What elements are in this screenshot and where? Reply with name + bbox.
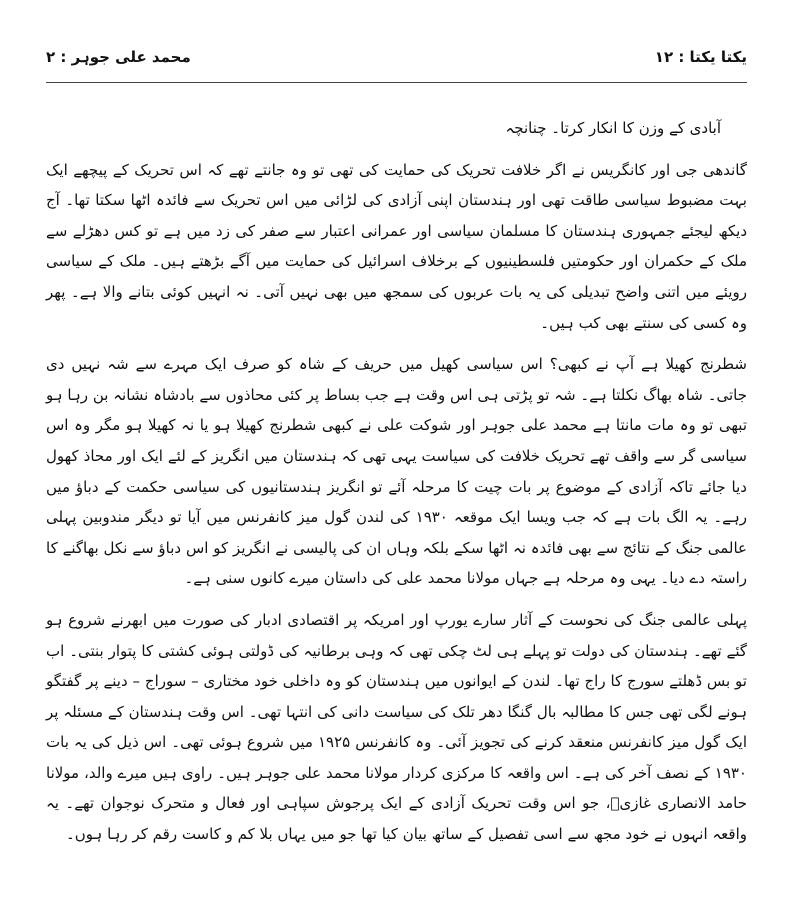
header-running-title: محمد علی جوہر : ۲ [46,48,191,66]
header-page-title: یکتا یکتا : ۱۲ [654,48,747,66]
paragraph-2: گاندھی جی اور کانگریس نے اگر خلافت تحریک کی حمایت کی تھی تو وہ جانتے تھے کہ اس تحریک کے پیچھے ایک بہت مضبوط سیاسی طاقت تھی اور ہندستان اپنی آزادی کی لڑائی میں اس تحریک سے فائدہ اٹھا سکتا تھا۔ آج دیکھ لیجئے جمہوری ہندستان کا مسلمان سیاسی اور عمرانی اعتبار سے صفر کی زد میں ہے تو کس دھڑلے سے ملک کے حکمران اور حکومتیں فلسطینیوں کے برخلاف اسرائیل کی حمایت میں آگے بڑھتے ہیں۔ ملک کے سیاسی رویئے میں اتنی واضح تبدیلی کی یہ بات عربوں کی سمجھ میں بھی نہیں آتی۔ نہ انہیں کوئی بتانے والا ہے۔ پھر وہ کسی کی سنتے بھی کب ہیں۔ [46,160,747,332]
body-text [46,113,747,850]
paragraph-3: شطرنج کھیلا ہے آپ نے کبھی؟ اس سیاسی کھیل میں حریف کے شاہ کو صرف ایک مہرے سے شہ نہیں دی جاتی۔ شاہ بھاگ نکلتا ہے۔ شہ تو پڑتی ہی اس وقت ہے جب بساط پر کئی محاذوں سے بادشاہ نشانہ بن رہا ہو تبھی تو وہ مات مانتا ہے محمد علی جوہر اور شوکت علی نے کبھی شطرنج کھیلا ہو یا نہ کھیلا ہو مگر وہ اس سیاسی گر سے واقف تھے تحریک خلافت کی سیاست یہی تھی کہ ہندستان میں انگریز کے لئے ایک اور محاذ کھول دیا جائے تاکہ آزادی کے موضوع پر بات چیت کا مرحلہ آئے تو انگریز ہندستانیوں کی سیاسی حکمت کے دباؤ میں رہے۔ یہ الگ بات ہے کہ جب ویسا ایک موقعہ ۱۹۳۰ کی لندن گول میز کانفرنس میں آیا تو دیگر مندوبین پہلی عالمی جنگ کے نتائج سے بھی فائدہ نہ اٹھا سکے بلکہ وہاں ان کی پالیسی نے انگریز کو اس دباؤ سے نکل بھاگنے کا راستہ دے دیا۔ یہی وہ مرحلہ ہے جہاں مولانا محمد علی کی داستان میرے کانوں سنی ہے۔ [46,355,747,588]
page-header [46,48,747,83]
paragraph-4: پہلی عالمی جنگ کی نحوست کے آثار سارے یورپ اور امریکہ پر اقتصادی ادبار کی صورت میں ابھرنے شروع ہو گئے تھے۔ ہندستان کی دولت تو پہلے ہی لٹ چکی تھی کہ وہی برطانیہ کی ڈولتی ہوئی کشتی کا پتوار بنتی۔ اب تو بس ڈھلتے سورج کا راج تھا۔ لندن کے ایوانوں میں ہندستان کو وہ داخلی خود مختاری – سوراج – دینے پر گفتگو ہونے لگی تھی جس کا مطالبہ بال گنگا دھر تلک کی سیاست دانی کی انتہا تھی۔ اس وقت ہندستان کے مسئلہ پر ایک گول میز کانفرنس منعقد کرنے کی تجویز آئی۔ وہ کانفرنس ۱۹۲۵ میں شروع ہوئی تھی۔ اس ذیل کی یہ بات ۱۹۳۰ کے نصف آخر کی ہے۔ اس واقعہ کا مرکزی کردار مولانا محمد علی جوہر ہیں۔ راوی ہیں میرے والد، مولانا حامد الانصاری غازیؒ، جو اس وقت تحریک آزادی کے ایک پرجوش سپاہی اور فعال و متحرک نوجوان تھے۔ یہ واقعہ انہوں نے خود مجھ سے اسی تفصیل کے ساتھ بیان کیا تھا جو میں یہاں بلا کم و کاست رقم کر رہا ہوں۔ [46,610,747,844]
paragraph-1: آبادی کے وزن کا انکار کرتا۔ چنانچہ [505,119,721,137]
